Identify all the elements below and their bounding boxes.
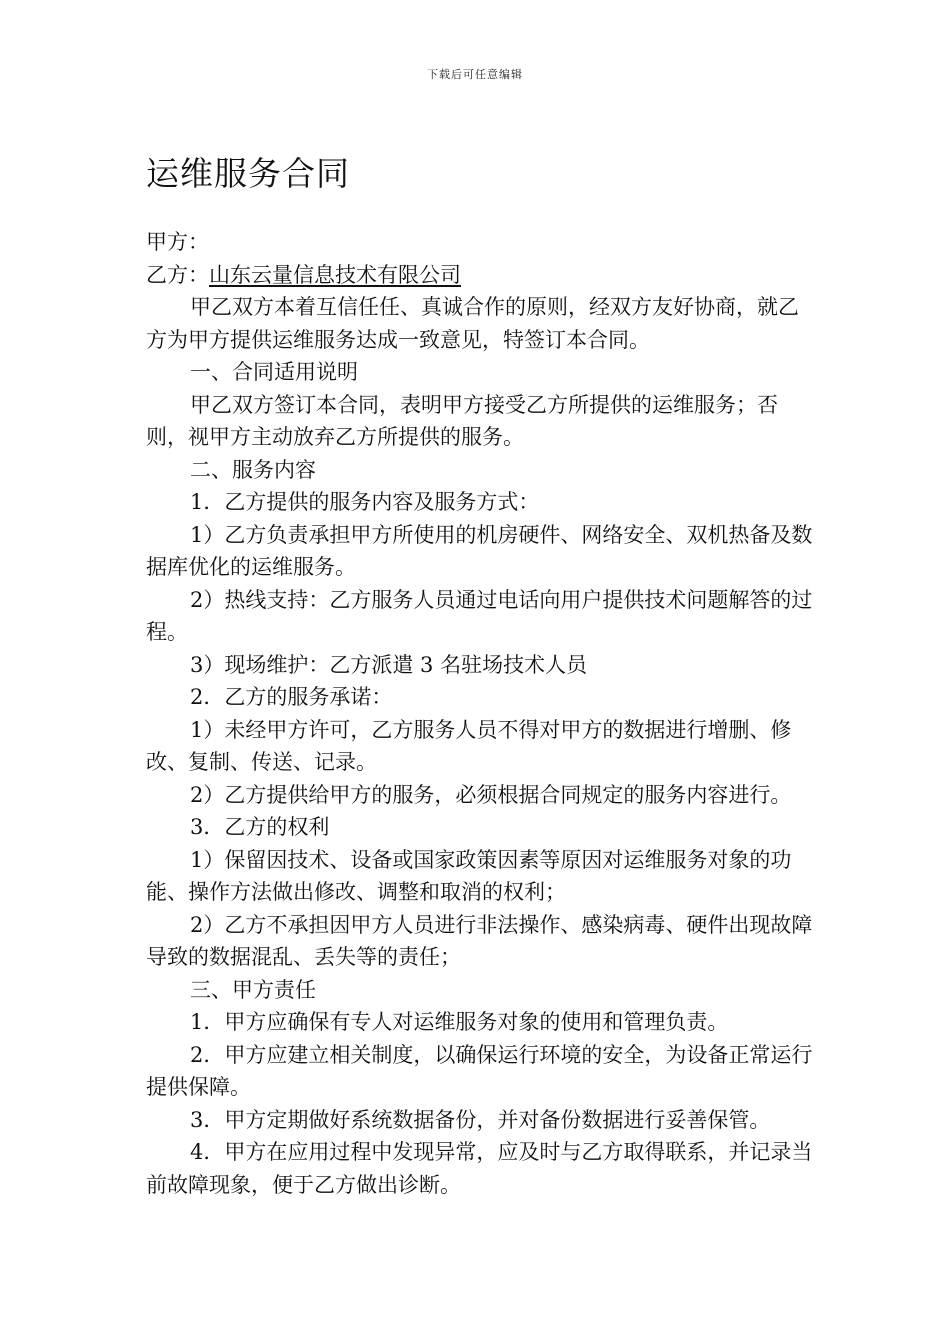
section-heading-3: 三、甲方责任	[190, 977, 316, 1002]
party-b-label: 乙方：	[146, 262, 209, 287]
list-item: 3．甲方定期做好系统数据备份，并对备份数据进行妥善保管。	[190, 1107, 771, 1132]
list-item: 4．甲方在应用过程中发现异常，应及时与乙方取得联系，并记录当前故障现象，便于乙方做出诊断。	[146, 1140, 813, 1197]
section-heading-2: 二、服务内容	[190, 457, 316, 482]
party-b-line	[146, 259, 818, 292]
list-item: 1．甲方应确保有专人对运维服务对象的使用和管理负责。	[190, 1010, 729, 1034]
list-item: 1）乙方负责承担甲方所使用的机房硬件、网络安全、双机热备及数据库优化的运维服务。	[146, 522, 813, 579]
list-item: 2）热线支持：乙方服务人员通过电话向用户提供技术问题解答的过程。	[146, 587, 813, 644]
contract-body	[146, 226, 818, 1201]
intro-paragraph: 甲乙双方本着互信任任、真诚合作的原则，经双方友好协商，就乙方为甲方提供运维服务达成一致意见，特签订本合同。	[146, 295, 799, 352]
list-item: 2）乙方不承担因甲方人员进行非法操作、感染病毒、硬件出现故障导致的数据混乱、丢失等的责任；	[146, 912, 813, 969]
list-item: 1）保留因技术、设备或国家政策因素等原因对运维服务对象的功能、操作方法做出修改、调整和取消的权利；	[146, 847, 792, 904]
subsection-heading: 3．乙方的权利	[190, 815, 330, 839]
subsection-heading: 2．乙方的服务承诺：	[190, 685, 393, 709]
list-item: 3）现场维护：乙方派遣 3 名驻场技术人员	[190, 652, 588, 677]
paragraph: 甲乙双方签订本合同，表明甲方接受乙方所提供的运维服务；否则，视甲方主动放弃乙方所提供的服务。	[146, 392, 778, 449]
party-b-name: 山东云量信息技术有限公司	[209, 262, 461, 287]
section-heading-1: 一、合同适用说明	[190, 360, 358, 384]
subsection-heading: 1．乙方提供的服务内容及服务方式：	[190, 490, 540, 514]
party-a-line: 甲方：	[146, 230, 209, 254]
list-item: 1）未经甲方许可，乙方服务人员不得对甲方的数据进行增删、修改、复制、传送、记录。	[146, 717, 792, 774]
list-item: 2）乙方提供给甲方的服务，必须根据合同规定的服务内容进行。	[190, 782, 792, 807]
page-header-note: 下载后可任意编辑	[427, 68, 523, 81]
document-title: 运维服务合同	[146, 154, 350, 193]
list-item: 2．甲方应建立相关制度，以确保运行环境的安全，为设备正常运行提供保障。	[146, 1042, 813, 1099]
